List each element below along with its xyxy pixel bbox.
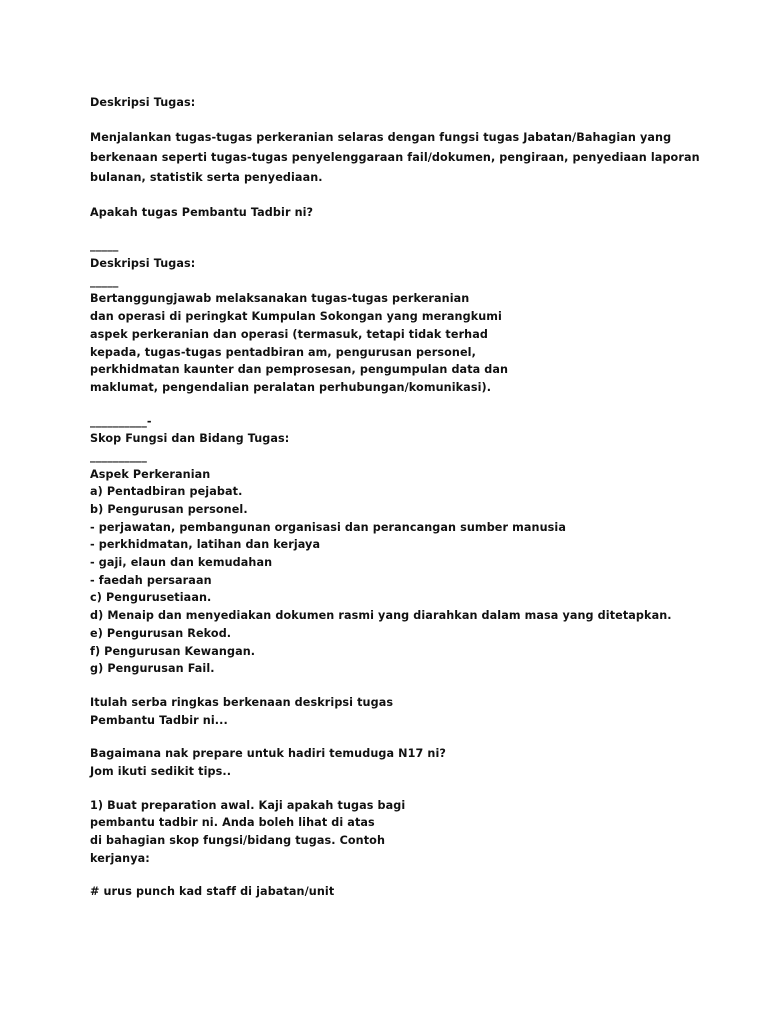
paragraph-line: maklumat, pengendalian peralatan perhubungan/komunikasi). bbox=[90, 380, 492, 394]
list-item: g) Pengurusan Fail. bbox=[90, 662, 215, 676]
paragraph-line: Bagaimana nak prepare untuk hadiri temuduga N17 ni? bbox=[90, 747, 446, 761]
list-item: - perkhidmatan, latihan dan kerjaya bbox=[90, 538, 321, 552]
paragraph-line: pembantu tadbir ni. Anda boleh lihat di atas bbox=[90, 816, 375, 830]
paragraph-line: di bahagian skop fungsi/bidang tugas. Contoh bbox=[90, 834, 386, 847]
paragraph-line: Bertanggungjawab melaksanakan tugas-tugas perkeranian bbox=[90, 292, 470, 306]
summary-paragraph bbox=[90, 694, 690, 729]
paragraph-line: Itulah serba ringkas berkenaan deskripsi tugas bbox=[90, 695, 394, 709]
section2-heading: Deskripsi Tugas: bbox=[90, 257, 196, 271]
section2-rule-bottom: _____ bbox=[90, 274, 119, 288]
paragraph-line: dan operasi di peringkat Kumpulan Sokongan yang merangkumi bbox=[90, 310, 502, 324]
section3-list bbox=[90, 466, 690, 678]
section2-rule-top: _____ bbox=[90, 239, 119, 253]
list-item: e) Pengurusan Rekod. bbox=[90, 626, 232, 640]
paragraph-line: 1) Buat preparation awal. Kaji apakah tugas bagi bbox=[90, 798, 406, 812]
paragraph-line: Jom ikuti sedikit tips.. bbox=[90, 764, 232, 778]
paragraph-line: kerjanya: bbox=[90, 851, 150, 865]
document-page bbox=[90, 94, 700, 901]
paragraph-line: Menjalankan tugas-tugas perkeranian selaras dengan fungsi tugas Jabatan/Bahagian yang bbox=[90, 130, 672, 144]
list-item: f) Pengurusan Kewangan. bbox=[90, 644, 256, 658]
paragraph-line: berkenaan seperti tugas-tugas penyelenggaraan fail/dokumen, pengiraan, penyediaan laporan bbox=[90, 150, 700, 164]
prepare-paragraph bbox=[90, 745, 690, 780]
list-item: - perjawatan, pembangunan organisasi dan perancangan sumber manusia bbox=[90, 520, 566, 534]
list-item: Aspek Perkeranian bbox=[90, 467, 211, 481]
section1-paragraph bbox=[90, 128, 700, 188]
section3-rule-top: __________- bbox=[90, 414, 152, 428]
list-item: d) Menaip dan menyediakan dokumen rasmi yang diarahkan dalam masa yang ditetapkan. bbox=[90, 609, 672, 623]
list-item: - gaji, elaun dan kemudahan bbox=[90, 556, 273, 570]
tip1-paragraph bbox=[90, 797, 690, 868]
paragraph-line: aspek perkeranian dan operasi (termasuk, tetapi tidak terhad bbox=[90, 327, 489, 341]
list-item: b) Pengurusan personel. bbox=[90, 503, 248, 516]
question-line: Apakah tugas Pembantu Tadbir ni? bbox=[90, 205, 314, 219]
paragraph-line: perkhidmatan kaunter dan pemprosesan, pengumpulan data dan bbox=[90, 363, 509, 377]
section3-heading: Skop Fungsi dan Bidang Tugas: bbox=[90, 432, 290, 446]
list-item: c) Pengurusetiaan. bbox=[90, 591, 212, 605]
paragraph-line: bulanan, statistik serta penyediaan. bbox=[90, 170, 323, 184]
example-line: # urus punch kad staff di jabatan/unit bbox=[90, 885, 335, 899]
section3-rule-bottom: __________ bbox=[90, 449, 147, 463]
list-item: - faedah persaraan bbox=[90, 573, 212, 587]
section1-heading: Deskripsi Tugas: bbox=[90, 96, 196, 109]
list-item: a) Pentadbiran pejabat. bbox=[90, 485, 243, 499]
paragraph-line: kepada, tugas-tugas pentadbiran am, pengurusan personel, bbox=[90, 345, 476, 359]
section2-paragraph bbox=[90, 290, 690, 396]
paragraph-line: Pembantu Tadbir ni... bbox=[90, 713, 228, 727]
